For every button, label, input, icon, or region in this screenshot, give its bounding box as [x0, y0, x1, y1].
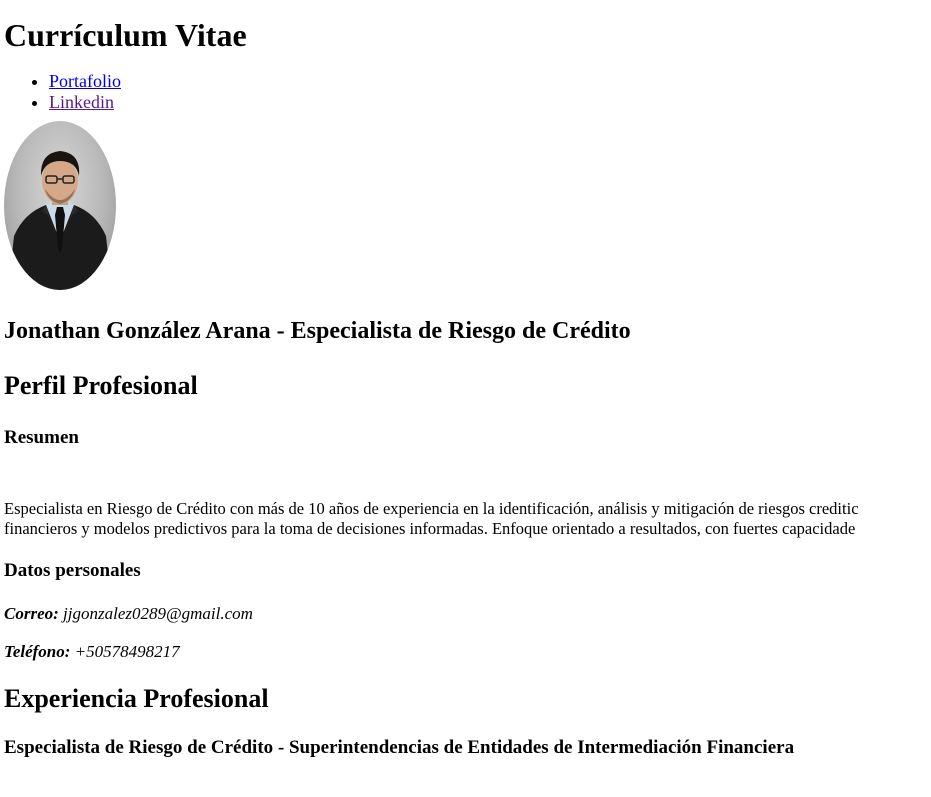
- email-label: Correo:: [4, 603, 59, 623]
- linkedin-link[interactable]: Linkedin: [49, 92, 114, 113]
- phone-row: [4, 642, 931, 662]
- job-title-1: Especialista de Riesgo de Crédito - Superintendencias de Entidades de Intermediación Financiera: [4, 736, 795, 758]
- page-title: Currículum Vitae: [4, 17, 247, 53]
- nav-links: [4, 71, 931, 113]
- resumen-heading: Resumen: [4, 427, 79, 449]
- profile-photo: [4, 121, 116, 290]
- email-row: [4, 604, 931, 624]
- phone-label: Teléfono:: [4, 641, 71, 661]
- perfil-heading: [4, 372, 931, 401]
- portrait-illustration: [4, 121, 116, 290]
- list-item: [49, 71, 931, 92]
- summary-block: [4, 499, 931, 539]
- email-value: jjgonzalez0289@gmail.com: [63, 603, 253, 623]
- datos-personales-heading: Datos personales: [4, 560, 141, 582]
- perfil-heading-text: Perfil Profesional: [4, 370, 198, 400]
- phone-value: +50578498217: [74, 641, 180, 661]
- portfolio-link[interactable]: Portafolio: [49, 71, 121, 92]
- experiencia-heading-text: Experiencia Profesional: [4, 684, 269, 714]
- list-item: [49, 92, 931, 113]
- summary-line-1: Especialista en Riesgo de Crédito con más de 10 años de experiencia en la identificación, análisis y mitigación de riesgos creditic: [4, 499, 859, 519]
- profile-photo-container: [4, 121, 931, 290]
- experiencia-heading: [4, 685, 931, 714]
- name-heading: Jonathan González Arana - Especialista de Riesgo de Crédito: [4, 318, 631, 345]
- summary-line-2: financieros y modelos predictivos para la toma de decisiones informadas. Enfoque orientado a resultados, con fuertes capacidade: [4, 519, 856, 539]
